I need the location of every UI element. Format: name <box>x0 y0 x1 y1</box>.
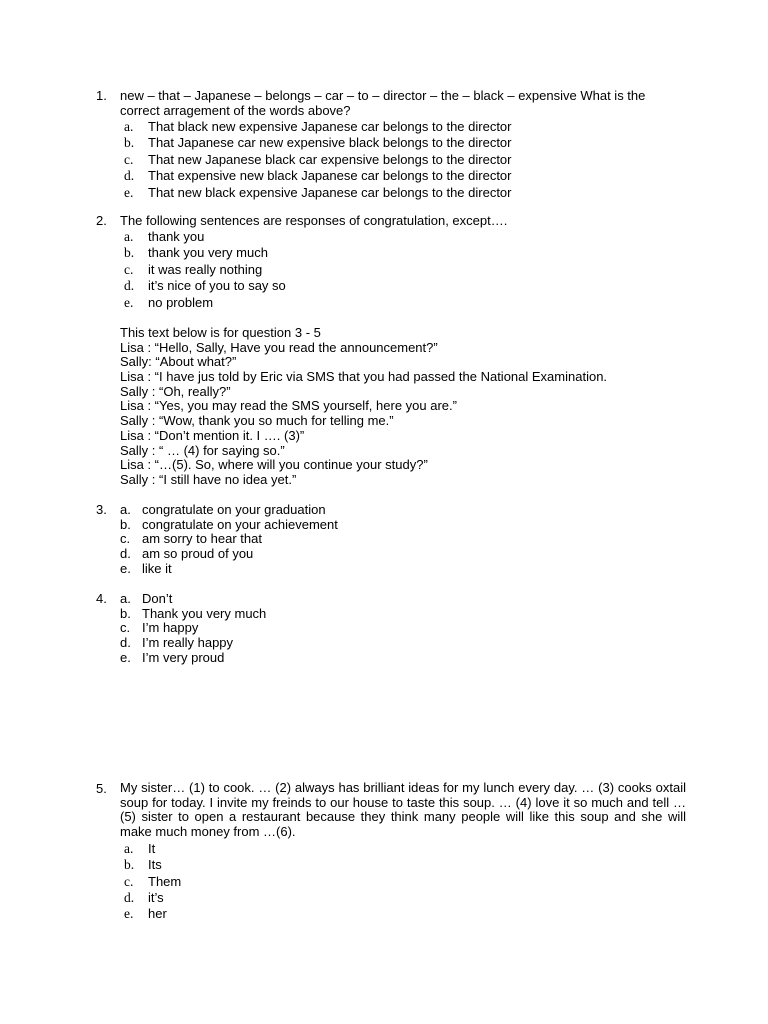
option[interactable] <box>96 245 686 261</box>
option[interactable] <box>96 561 686 576</box>
option[interactable] <box>96 229 686 245</box>
question-5-options <box>96 841 686 923</box>
question-1-options <box>96 119 686 201</box>
option[interactable] <box>96 890 686 906</box>
question-number: 4. <box>96 591 107 606</box>
dialogue-line: Lisa : “Don’t mention it. I …. (3)” <box>120 427 305 443</box>
option-text: like it <box>142 560 172 576</box>
option[interactable] <box>96 517 686 532</box>
option[interactable] <box>96 591 686 606</box>
option-label: d. <box>124 889 135 905</box>
option-label: e. <box>124 294 134 310</box>
option-text: That expensive new black Japanese car belongs to the director <box>148 168 512 184</box>
option[interactable] <box>96 152 686 168</box>
question-3-options <box>96 502 686 575</box>
question-number: 3. <box>96 502 107 517</box>
option-text: no problem <box>148 294 214 310</box>
option[interactable] <box>96 502 686 517</box>
question-1 <box>96 88 686 201</box>
option-text: her <box>148 906 167 922</box>
option-label: e. <box>124 184 134 200</box>
option-text: it’s <box>148 889 164 905</box>
option-text: That new black expensive Japanese car belongs to the director <box>148 184 512 200</box>
dialogue-line: Sally : “I still have no idea yet.” <box>120 471 297 487</box>
option-text: Them <box>148 873 182 889</box>
question-number: 1. <box>96 88 107 103</box>
option[interactable] <box>96 135 686 151</box>
option-label: a. <box>124 119 134 134</box>
option-text: I’m really happy <box>142 635 234 651</box>
option[interactable] <box>96 295 686 311</box>
option[interactable] <box>96 906 686 922</box>
option-text: Thank you very much <box>142 605 267 621</box>
question-5 <box>96 781 686 923</box>
dialogue-line: Sally : “Oh, really?” <box>120 383 231 399</box>
option-label: b. <box>124 245 135 261</box>
question-number: 2. <box>96 213 107 228</box>
option-text: That new Japanese black car expensive belongs to the director <box>148 151 512 167</box>
dialogue-line: Lisa : “I have jus told by Eric via SMS that you had passed the National Examination. <box>120 369 608 385</box>
option[interactable] <box>96 857 686 873</box>
question-prompt: The following sentences are responses of congratulation, except…. <box>120 213 508 228</box>
option-label: b. <box>124 135 135 151</box>
option-text: congratulate on your graduation <box>142 502 326 517</box>
option-text: am sorry to hear that <box>142 531 262 547</box>
option[interactable] <box>96 650 686 665</box>
option[interactable] <box>96 635 686 650</box>
option-text: That black new expensive Japanese car belongs to the director <box>148 119 512 134</box>
question-4-options <box>96 591 686 664</box>
question-4 <box>96 591 686 664</box>
option-label: a. <box>124 229 134 244</box>
option-label: e. <box>120 649 131 665</box>
option-text: it was really nothing <box>148 261 263 277</box>
option-label: d. <box>124 168 135 184</box>
option[interactable] <box>96 168 686 184</box>
option-label: b. <box>124 857 135 873</box>
dialogue-line: Sally : “ … (4) for saying so.” <box>120 442 285 458</box>
question-2 <box>96 213 686 311</box>
question-prompt: My sister… (1) to cook. … (2) always has brilliant ideas for my lunch every day. … (3) cooks oxtail soup for today. I invite my freinds to our house to taste this soup. … (4) love it so much and tell … (5) sister to open a restaurant because they think many people will like this soup and she will make much money from …(6). <box>120 780 686 840</box>
question-2-prompt-row <box>96 213 686 228</box>
option[interactable] <box>96 119 686 135</box>
option-text: am so proud of you <box>142 546 254 562</box>
question-prompt: new – that – Japanese – belongs – car – to – director – the – black – expensive What is the correct arragement of the words above? <box>120 88 646 118</box>
dialogue-line: Sally : “Wow, thank you so much for telling me.” <box>120 413 394 429</box>
option-label: a. <box>124 840 134 856</box>
question-1-prompt-row <box>96 88 686 118</box>
dialogue-line: Sally: “About what?” <box>120 354 237 370</box>
option-label: d. <box>120 546 131 562</box>
dialogue-passage <box>96 325 710 487</box>
option-text: Its <box>148 857 162 873</box>
option-label: a. <box>120 502 131 517</box>
option[interactable] <box>96 874 686 890</box>
option[interactable] <box>96 841 686 857</box>
dialogue-line: Lisa : “…(5). So, where will you continue your study?” <box>120 457 428 473</box>
option[interactable] <box>96 531 686 546</box>
option[interactable] <box>96 278 686 294</box>
option[interactable] <box>96 606 686 621</box>
option-text: thank you <box>148 229 205 244</box>
option-label: e. <box>120 560 131 576</box>
option-text: I’m very proud <box>142 649 225 665</box>
option-text: That Japanese car new expensive black belongs to the director <box>148 135 512 151</box>
option-label: a. <box>120 591 131 606</box>
dialogue-intro: This text below is for question 3 - 5 <box>120 325 321 340</box>
option[interactable] <box>96 620 686 635</box>
option-label: c. <box>124 151 134 167</box>
option-label: e. <box>124 906 134 922</box>
option-label: c. <box>124 261 134 277</box>
option-label: b. <box>120 516 131 532</box>
option[interactable] <box>96 185 686 201</box>
option-label: c. <box>120 531 131 547</box>
option-label: c. <box>124 873 134 889</box>
question-5-prompt-row <box>96 781 686 840</box>
option-text: It <box>148 840 156 856</box>
option-label: c. <box>120 620 131 636</box>
option-text: I’m happy <box>142 620 199 636</box>
option-text: it’s nice of you to say so <box>148 278 286 294</box>
question-number: 5. <box>96 781 107 796</box>
question-2-options <box>96 229 686 311</box>
dialogue-line: Lisa : “Yes, you may read the SMS yourself, here you are.” <box>120 398 457 414</box>
option-label: d. <box>120 635 131 651</box>
option-text: Don’t <box>142 591 173 606</box>
option-text: congratulate on your achievement <box>142 516 338 532</box>
question-3 <box>96 502 686 575</box>
option[interactable] <box>96 546 686 561</box>
option-label: b. <box>120 605 131 621</box>
option-label: d. <box>124 278 135 294</box>
option[interactable] <box>96 262 686 278</box>
option-text: thank you very much <box>148 245 268 261</box>
dialogue-line: Lisa : “Hello, Sally, Have you read the announcement?” <box>120 339 438 355</box>
